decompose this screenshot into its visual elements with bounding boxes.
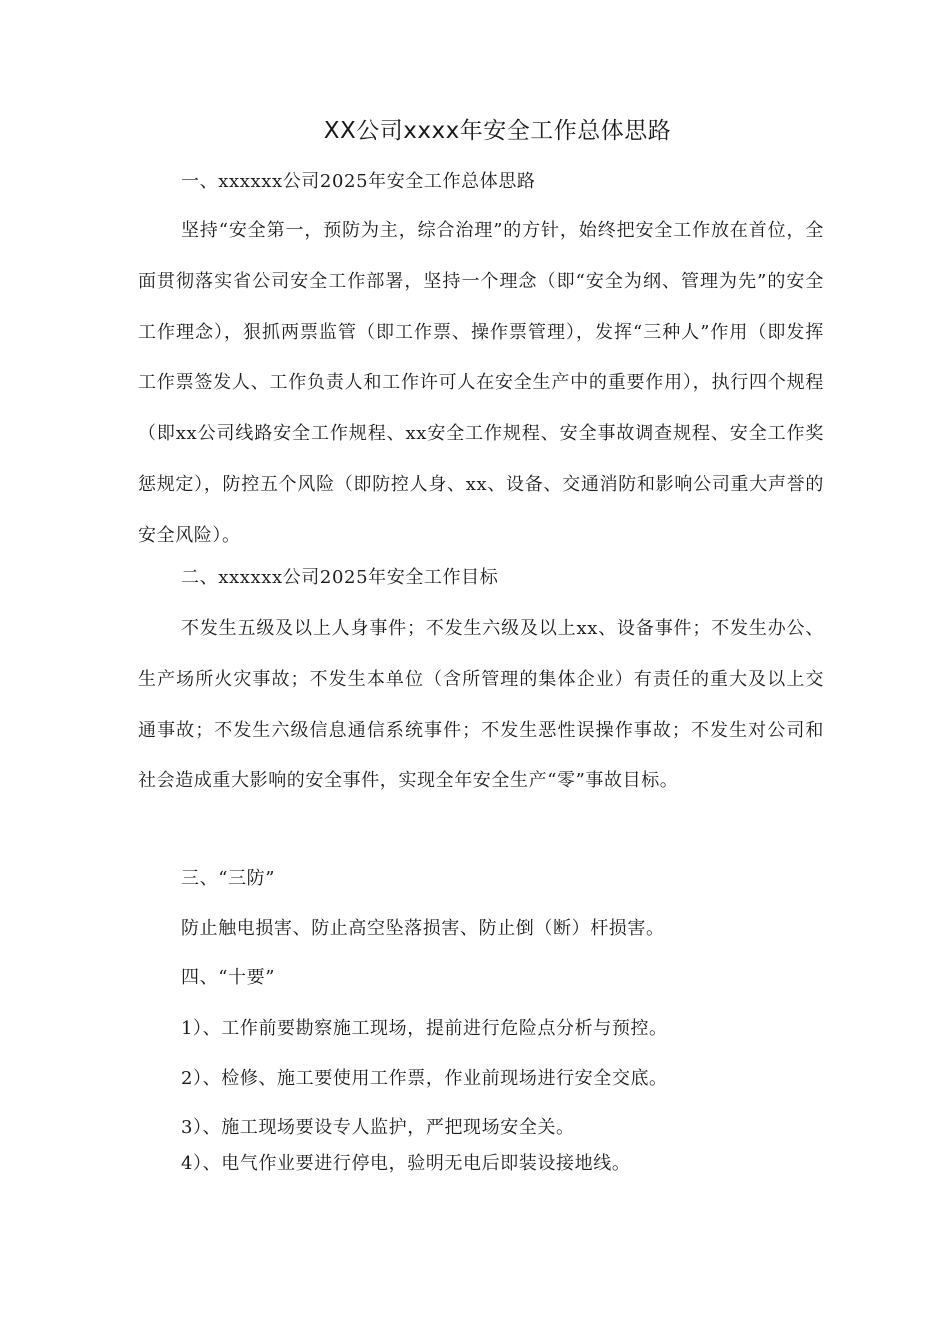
section-heading-1: 一、xxxxxx公司2025年安全工作总体思路 <box>181 171 536 192</box>
list-item: 1）、工作前要勘察施工现场，提前进行危险点分析与预控。 <box>181 1018 668 1039</box>
section-body-2: 不发生五级及以上人身事件；不发生六级及以上xx、设备事件；不发生办公、生产场所火灾事故；不发生本单位（含所管理的集体企业）有责任的重大及以上交通事故；不发生六级信息通信系统事件；不发生恶性误操作事故；不发生对公司和社会造成重大影响的安全事件，实现全年安全生产“零”事故目标。 <box>138 618 824 792</box>
document-title: XX公司xxxx年安全工作总体思路 <box>323 118 672 144</box>
section-body-3: 防止触电损害、防止高空坠落损害、防止倒（断）杆损害。 <box>181 918 665 939</box>
section-heading-3: 三、“三防” <box>181 868 276 889</box>
section-heading-4: 四、“十要” <box>181 967 276 988</box>
list-item: 4）、电气作业要进行停电，验明无电后即装设接地线。 <box>181 1153 631 1174</box>
section-body-1: 坚持“安全第一，预防为主，综合治理”的方针，始终把安全工作放在首位，全面贯彻落实省公司安全工作部署，坚持一个理念（即“安全为纲、管理为先”的安全工作理念），狠抓两票监管（即工作票、操作票管理），发挥“三种人”作用（即发挥工作票签发人、工作负责人和工作许可人在安全生产中的重要作用），执行四个规程（即xx公司线路安全工作规程、xx安全工作规程、安全事故调查规程、安全工作奖惩规定），防控五个风险（即防控人身、xx、设备、交通消防和影响公司重大声誉的安全风险）。 <box>138 220 824 546</box>
list-item: 2）、检修、施工要使用工作票，作业前现场进行安全交底。 <box>181 1068 668 1089</box>
list-item: 3）、施工现场要设专人监护，严把现场安全关。 <box>181 1117 575 1138</box>
section-heading-2: 二、xxxxxx公司2025年安全工作目标 <box>181 567 499 588</box>
